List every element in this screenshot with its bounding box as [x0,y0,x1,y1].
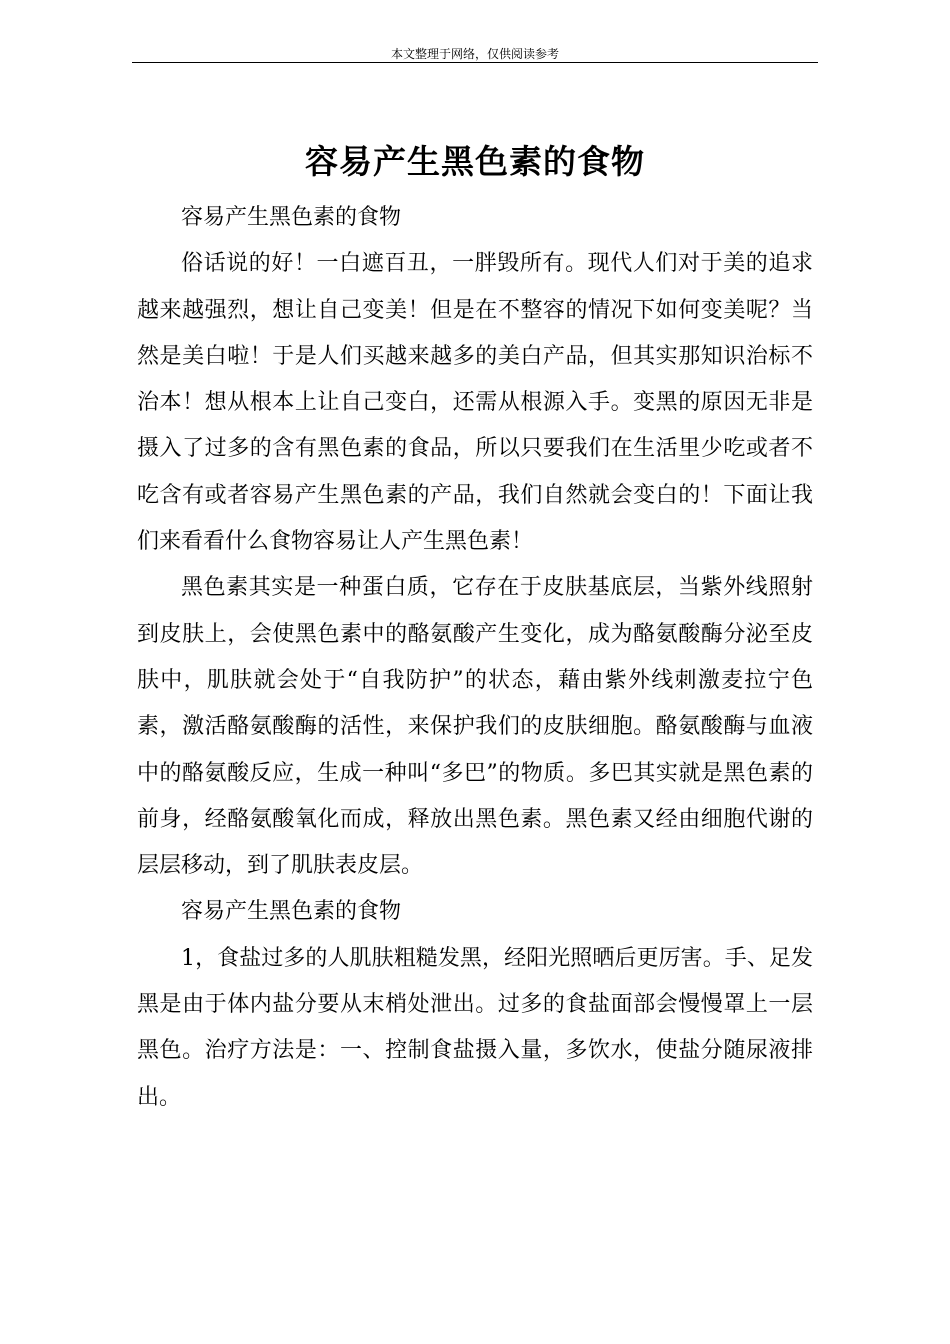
body-paragraph: 黑色素其实是一种蛋白质，它存在于皮肤基底层，当紫外线照射到皮肤上，会使黑色素中的酪氨酸产生变化，成为酪氨酸酶分泌至皮肤中，肌肤就会处于“自我防护”的状态，藉由紫外线刺激麦拉宁色素，激活酪氨酸酶的活性，来保护我们的皮肤细胞。酪氨酸酶与血液中的酪氨酸反应，生成一种叫“多巴”的物质。多巴其实就是黑色素的前身，经酪氨酸氧化而成，释放出黑色素。黑色素又经由细胞代谢的层层移动，到了肌肤表皮层。 [137,575,813,879]
document-body [137,195,813,1121]
body-paragraph: 1，食盐过多的人肌肤粗糙发黑，经阳光照晒后更厉害。手、足发黑是由于体内盐分要从末梢处泄出。过多的食盐面部会慢慢罩上一层黑色。治疗方法是：一、控制食盐摄入量，多饮水，使盐分随尿液排出。 [137,945,813,1110]
section-heading: 容易产生黑色素的食物 [181,899,402,925]
page-header [132,46,818,63]
section-heading: 容易产生黑色素的食物 [181,205,402,230]
body-paragraph: 俗话说的好！一白遮百丑，一胖毁所有。现代人们对于美的追求越来越强烈，想让自己变美！但是在不整容的情况下如何变美呢？当然是美白啦！于是人们买越来越多的美白产品，但其实那知识治标不治本！想从根本上让自己变白，还需从根源入手。变黑的原因无非是摄入了过多的含有黑色素的食品，所以只要我们在生活里少吃或者不吃含有或者容易产生黑色素的产品，我们自然就会变白的！下面让我们来看看什么食物容易让人产生黑色素！ [137,251,813,555]
document-title: 容易产生黑色素的食物 [305,142,645,182]
header-note: 本文整理于网络，仅供阅读参考 [390,47,559,61]
